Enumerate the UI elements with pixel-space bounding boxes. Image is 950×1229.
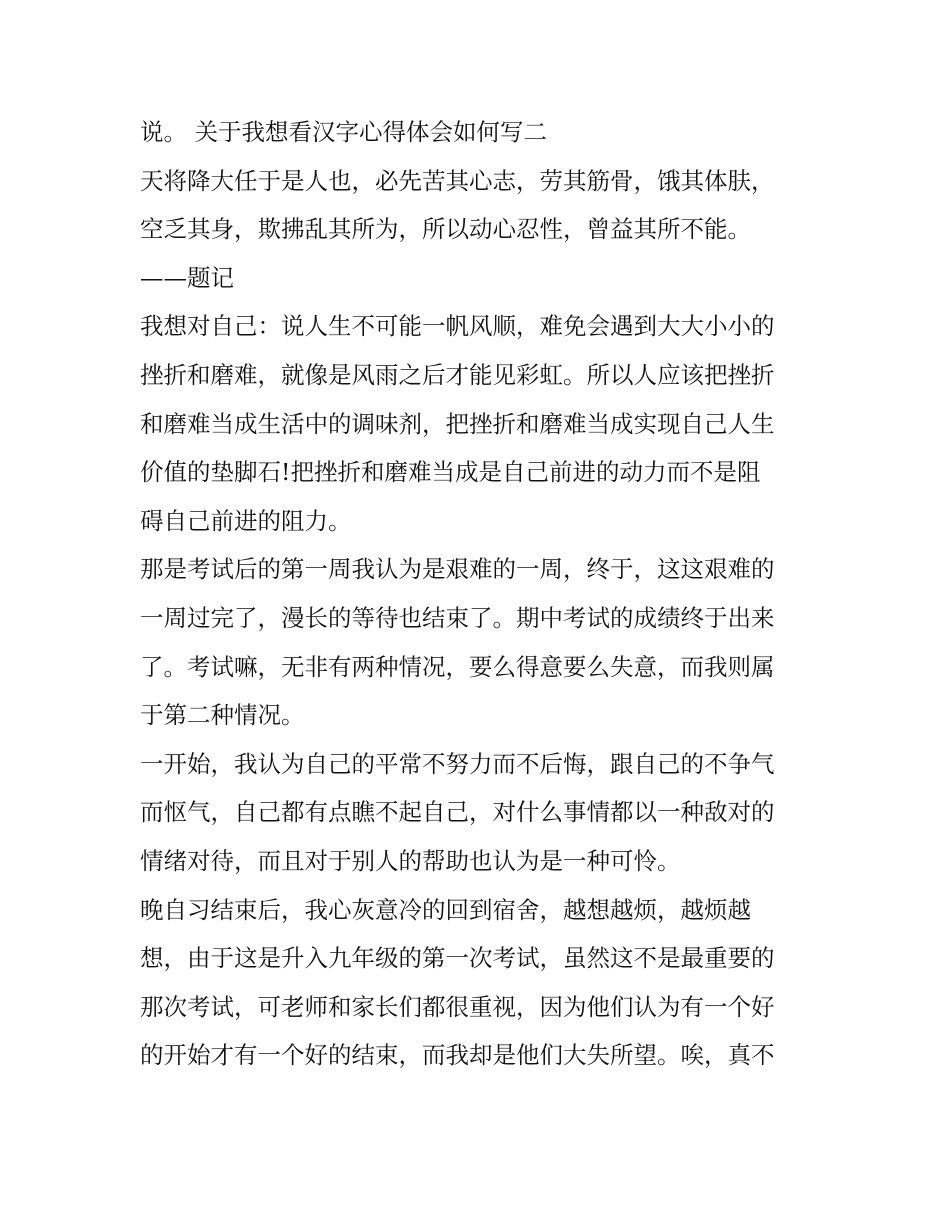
text-line: 而怄气，自己都有点瞧不起自己，对什么事情都以一种敌对的 bbox=[140, 798, 775, 827]
text-line: 说。 关于我想看汉字心得体会如何写二 bbox=[140, 118, 547, 146]
text-line: ——题记 bbox=[140, 263, 234, 292]
document-body bbox=[140, 108, 820, 1080]
text-line: 那次考试，可老师和家长们都很重视，因为他们认为有一个好 bbox=[140, 992, 775, 1021]
text-line: 挫折和磨难，就像是风雨之后才能见彩虹。所以人应该把挫折 bbox=[140, 360, 775, 389]
text-line: 那是考试后的第一周我认为是艰难的一周，终于，这这艰难的 bbox=[140, 555, 775, 584]
text-line: 一开始，我认为自己的平常不努力而不后悔，跟自己的不争气 bbox=[140, 749, 775, 778]
text-line: 晚自习结束后，我心灰意冷的回到宿舍，越想越烦，越烦越 bbox=[140, 895, 751, 924]
text-line: 空乏其身，欺拂乱其所为，所以动心忍性，曾益其所不能。 bbox=[140, 215, 751, 244]
text-line: 情绪对待，而且对于别人的帮助也认为是一种可怜。 bbox=[140, 846, 681, 875]
text-line: 于第二种情况。 bbox=[140, 701, 305, 730]
text-line: 天将降大任于是人也，必先苦其心志，劳其筋骨，饿其体肤， bbox=[140, 166, 775, 195]
text-line: 的开始才有一个好的结束，而我却是他们大失所望。唉，真不 bbox=[140, 1041, 775, 1070]
text-line: 碍自己前进的阻力。 bbox=[140, 506, 352, 535]
text-line: 价值的垫脚石!把挫折和磨难当成是自己前进的动力而不是阻 bbox=[140, 458, 761, 487]
text-line: 我想对自己：说人生不可能一帆风顺，难免会遇到大大小小的 bbox=[140, 312, 775, 341]
text-line: 和磨难当成生活中的调味剂，把挫折和磨难当成实现自己人生 bbox=[140, 409, 775, 438]
text-line: 一周过完了，漫长的等待也结束了。期中考试的成绩终于出来 bbox=[140, 603, 775, 632]
text-line: 想，由于这是升入九年级的第一次考试，虽然这不是最重要的 bbox=[140, 944, 775, 973]
text-line: 了。考试嘛，无非有两种情况，要么得意要么失意，而我则属 bbox=[140, 652, 775, 681]
